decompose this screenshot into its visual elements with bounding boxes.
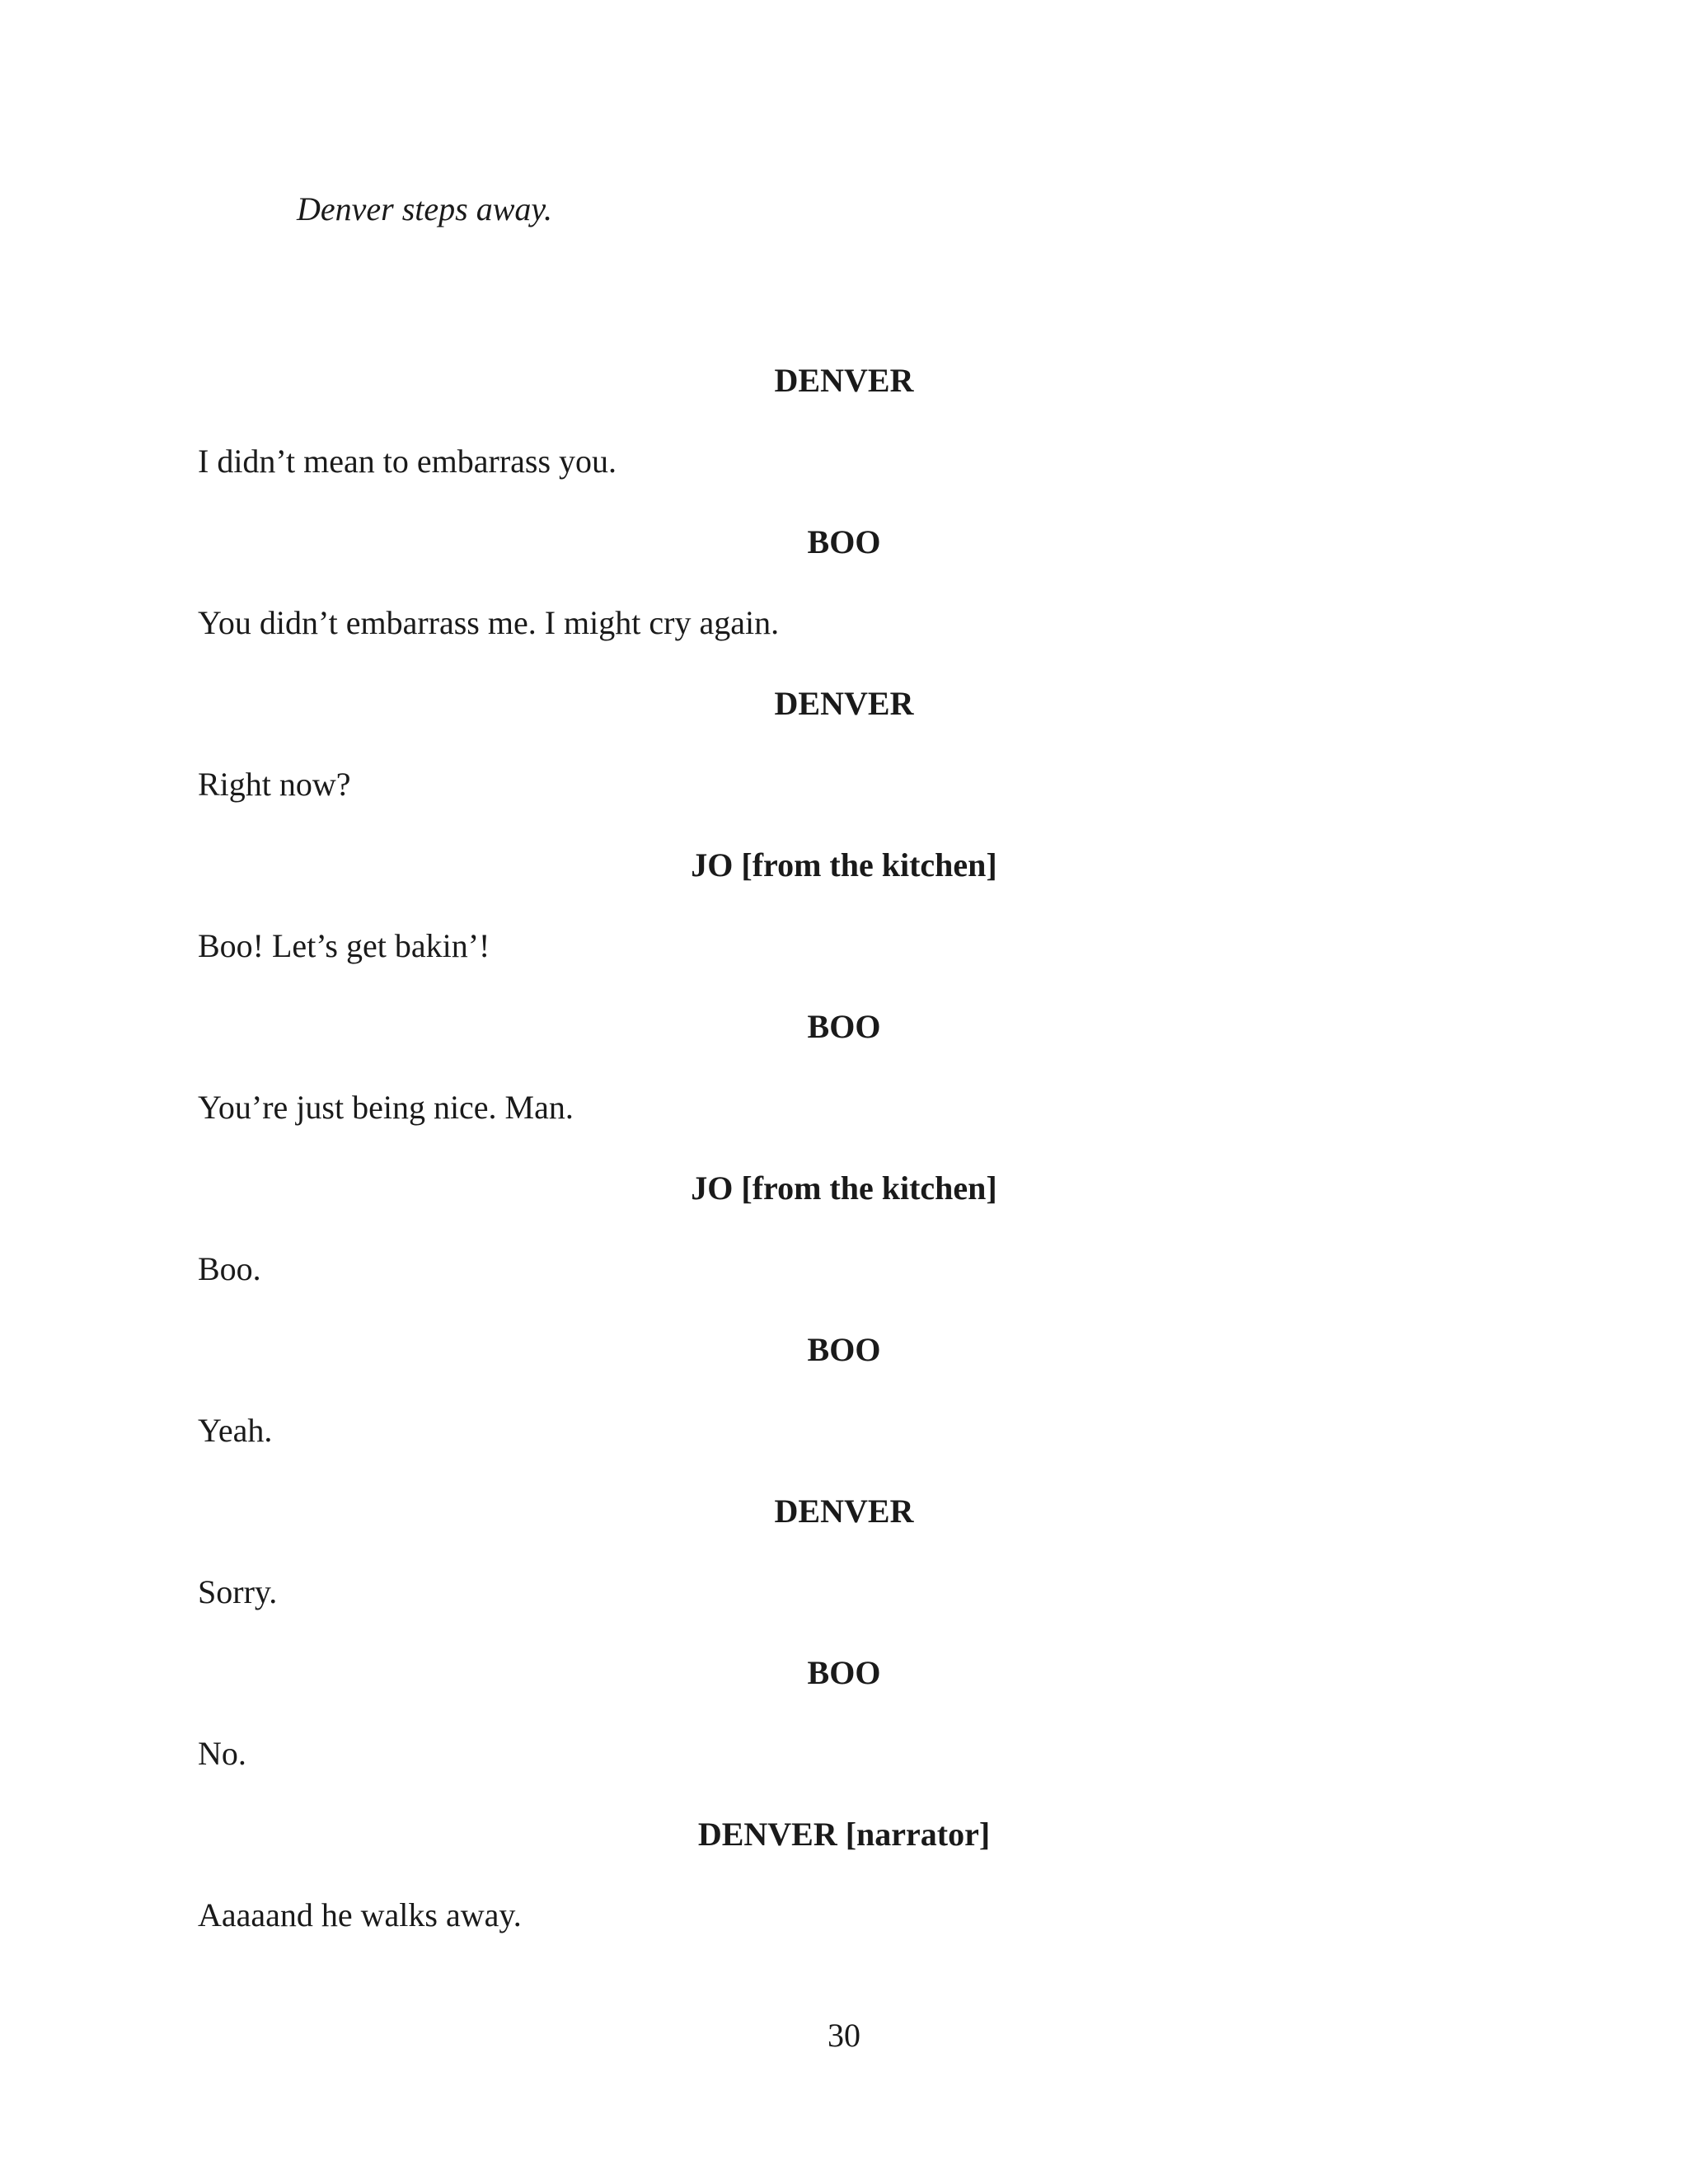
speaker-name: DENVER — [774, 362, 914, 399]
dialogue-line: No. — [198, 1735, 246, 1772]
speaker-name: BOO — [807, 523, 881, 560]
dialogue-line: Boo! Let’s get bakin’! — [198, 927, 490, 964]
dialogue-line: Yeah. — [198, 1412, 273, 1449]
dialogue-line: Sorry. — [198, 1573, 278, 1610]
speaker-name: DENVER — [774, 685, 914, 722]
dialogue-line: I didn’t mean to embarrass you. — [198, 443, 617, 480]
speaker-name: JO [from the kitchen] — [691, 1169, 997, 1207]
page-number: 30 — [828, 2017, 860, 2054]
speaker-name: BOO — [807, 1008, 881, 1045]
speaker-name: BOO — [807, 1331, 881, 1368]
speaker-name: DENVER — [774, 1493, 914, 1530]
speaker-name: BOO — [807, 1654, 881, 1691]
dialogue-line: Boo. — [198, 1250, 261, 1287]
stage-direction: Denver steps away. — [297, 190, 552, 227]
dialogue-line: You didn’t embarrass me. I might cry again. — [198, 604, 780, 641]
speaker-name: JO [from the kitchen] — [691, 846, 997, 883]
speaker-name: DENVER [narrator] — [697, 1816, 991, 1853]
dialogue-line: Aaaaand he walks away. — [198, 1896, 522, 1933]
dialogue-line: Right now? — [198, 766, 351, 803]
dialogue-line: You’re just being nice. Man. — [198, 1089, 574, 1126]
